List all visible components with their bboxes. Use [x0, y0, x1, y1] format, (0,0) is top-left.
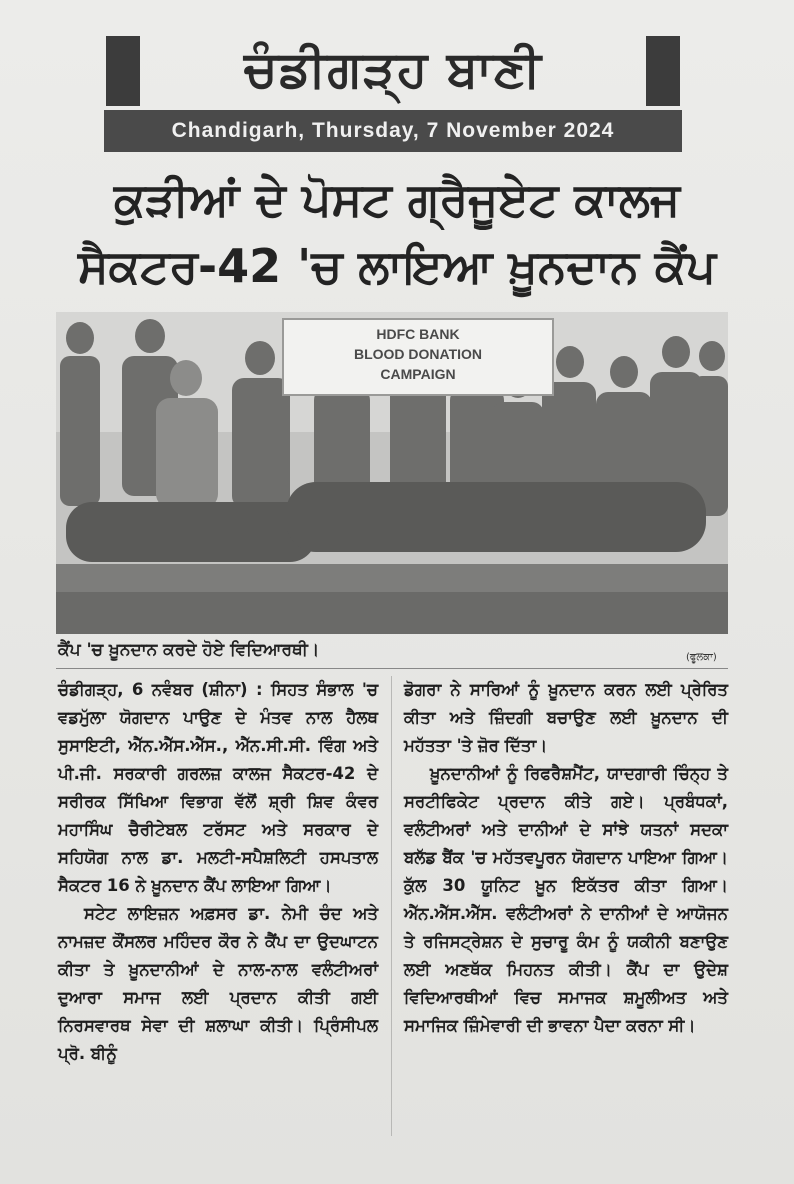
photo-credit: (ਫੂਲਕਾ) [686, 652, 717, 663]
article-paragraph: ਸਟੇਟ ਲਾਇਜ਼ਨ ਅਫ਼ਸਰ ਡਾ. ਨੇਮੀ ਚੰਦ ਅਤੇ ਨਾਮਜ਼ਦ ਕੌਂਸਲਰ ਮਹਿੰਦਰ ਕੌਰ ਨੇ ਕੈਂਪ ਦਾ ਉਦਘਾਟਨ ਕੀਤਾ ਤੇ ਖ਼ੂਨਦਾਨੀਆਂ ਦੇ ਨਾਲ-ਨਾਲ ਵਲੰਟੀਅਰਾਂ ਦੁਆਰਾ ਸਮਾਜ ਲਈ ਪ੍ਰਦਾਨ ਕੀਤੀ ਗਈ ਨਿਰਸਵਾਰਥ ਸੇਵਾ ਦੀ ਸ਼ਲਾਘਾ ਕੀਤੀ। ਪ੍ਰਿੰਸੀਪਲ ਪ੍ਰੋ. ਬੀਨੂੰ [58, 904, 378, 1063]
banner-line: BLOOD DONATION [353, 346, 483, 362]
photo-caption: ਕੈਂਪ 'ਚ ਖ਼ੂਨਦਾਨ ਕਰਦੇ ਹੋਏ ਵਿਦਿਆਰਥੀ। [58, 640, 320, 660]
article-column-left [58, 676, 378, 1068]
headline-line-2: ਸੈਕਟਰ-42 'ਚ ਲਾਇਆ ਖ਼ੂਨਦਾਨ ਕੈਂਪ [78, 239, 716, 293]
caption-rule [56, 668, 728, 669]
column-divider [391, 676, 392, 1136]
masthead-left-bar [106, 36, 140, 106]
masthead [106, 30, 680, 110]
masthead-right-bar [646, 36, 680, 106]
campaign-banner [282, 318, 554, 396]
article-column-right [404, 676, 728, 1040]
article-paragraph: ਡੋਗਰਾ ਨੇ ਸਾਰਿਆਂ ਨੂੰ ਖ਼ੂਨਦਾਨ ਕਰਨ ਲਈ ਪ੍ਰੇਰਿਤ ਕੀਤਾ ਅਤੇ ਜ਼ਿੰਦਗੀ ਬਚਾਉਣ ਲਈ ਖ਼ੂਨਦਾਨ ਦੀ ਮਹੱਤਤਾ 'ਤੇ ਜ਼ੋਰ ਦਿੱਤਾ। [404, 680, 728, 755]
dateline: Chandigarh, Thursday, 7 November 2024 [104, 110, 682, 152]
article-paragraph: ਚੰਡੀਗੜ੍ਹ, 6 ਨਵੰਬਰ (ਸ਼ੀਨਾ) : ਸਿਹਤ ਸੰਭਾਲ 'ਚ ਵਡਮੁੱਲਾ ਯੋਗਦਾਨ ਪਾਉਣ ਦੇ ਮੰਤਵ ਨਾਲ ਹੈਲਥ ਸੁਸਾਇਟੀ, ਐੱਨ.ਐੱਸ.ਐੱਸ., ਐੱਨ.ਸੀ.ਸੀ. ਵਿੰਗ ਅਤੇ ਪੀ.ਜੀ. ਸਰਕਾਰੀ ਗਰਲਜ਼ ਕਾਲਜ ਸੈਕਟਰ-42 ਦੇ ਸਰੀਰਕ ਸਿੱਖਿਆ ਵਿਭਾਗ ਵੱਲੋਂ ਸ਼੍ਰੀ ਸ਼ਿਵ ਕੰਵਰ ਮਹਾਸਿੰਘ ਚੈਰੀਟੇਬਲ ਟਰੱਸਟ ਅਤੇ ਸਰਕਾਰ ਦੇ ਸਹਿਯੋਗ ਨਾਲ ਡਾ. ਮਲਟੀ-ਸਪੈਸ਼ਲਿਟੀ ਹਸਪਤਾਲ ਸੈਕਟਰ 16 ਨੇ ਖ਼ੂਨਦਾਨ ਕੈਂਪ ਲਾਇਆ ਗਿਆ। [58, 680, 378, 895]
masthead-title: ਚੰਡੀਗੜ੍ਹ ਬਾਣੀ [244, 39, 542, 98]
article-paragraph: ਖ਼ੂਨਦਾਨੀਆਂ ਨੂੰ ਰਿਫਰੈਸ਼ਮੈਂਟ, ਯਾਦਗਾਰੀ ਚਿੰਨ੍ਹ ਤੇ ਸਰਟੀਫਿਕੇਟ ਪ੍ਰਦਾਨ ਕੀਤੇ ਗਏ। ਪ੍ਰਬੰਧਕਾਂ, ਵਲੰਟੀਅਰਾਂ ਅਤੇ ਦਾਨੀਆਂ ਦੇ ਸਾਂਝੇ ਯਤਨਾਂ ਸਦਕਾ ਬਲੱਡ ਬੈਂਕ 'ਚ ਮਹੱਤਵਪੂਰਨ ਯੋਗਦਾਨ ਪਾਇਆ ਗਿਆ। ਕੁੱਲ 30 ਯੂਨਿਟ ਖ਼ੂਨ ਇਕੱਤਰ ਕੀਤਾ ਗਿਆ। ਐੱਨ.ਐੱਸ.ਐੱਸ. ਵਲੰਟੀਅਰਾਂ ਨੇ ਦਾਨੀਆਂ ਦੇ ਆਯੋਜਨ ਤੇ ਰਜਿਸਟ੍ਰੇਸ਼ਨ ਦੇ ਸੁਚਾਰੂ ਕੰਮ ਨੂੰ ਯਕੀਨੀ ਬਣਾਉਣ ਲਈ ਅਣਥੱਕ ਮਿਹਨਤ ਕੀਤੀ। ਕੈਂਪ ਦਾ ਉਦੇਸ਼ ਵਿਦਿਆਰਥੀਆਂ ਵਿਚ ਸਮਾਜਕ ਸ਼ਮੂਲੀਅਤ ਅਤੇ ਸਮਾਜਿਕ ਜ਼ਿੰਮੇਵਾਰੀ ਦੀ ਭਾਵਨਾ ਪੈਦਾ ਕਰਨਾ ਸੀ। [404, 764, 728, 1035]
banner-line: CAMPAIGN [380, 366, 456, 382]
banner-line: HDFC BANK [376, 326, 460, 342]
headline-line-1: ਕੁੜੀਆਂ ਦੇ ਪੋਸਟ ਗ੍ਰੈਜੂਏਟ ਕਾਲਜ [113, 172, 681, 226]
